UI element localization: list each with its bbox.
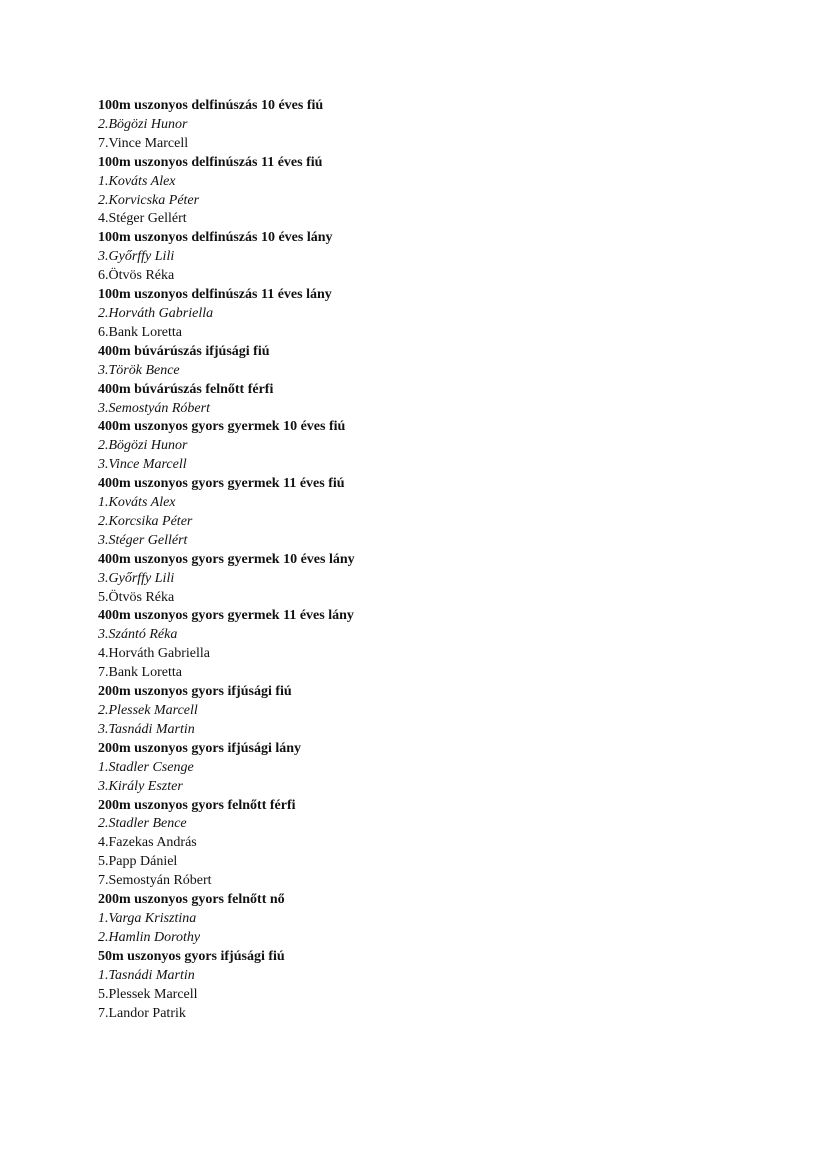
result-entry: 5.Papp Dániel [98, 854, 178, 870]
result-entry: 4.Stéger Gellért [98, 211, 187, 227]
event-block [98, 418, 698, 475]
result-entry: 2.Plessek Marcell [98, 703, 198, 718]
result-entry: 2.Horváth Gabriella [98, 305, 214, 321]
event-title: 200m uszonyos gyors ifjúsági fiú [98, 684, 292, 700]
event-block [98, 229, 698, 286]
result-entry: 1.Kováts Alex [98, 495, 176, 511]
event-title: 400m uszonyos gyors gyermek 10 éves fiú [98, 419, 346, 435]
event-block [98, 607, 698, 683]
event-title: 50m uszonyos gyors ifjúsági fiú [98, 948, 285, 964]
result-entry: 7.Semostyán Róbert [98, 873, 212, 889]
result-entry: 3.Király Eszter [98, 778, 183, 794]
result-entry: 7.Vince Marcell [98, 135, 189, 151]
event-title: 100m uszonyos delfinúszás 11 éves fiú [98, 154, 323, 170]
event-block [98, 948, 698, 1024]
result-entry: 7.Landor Patrik [98, 1005, 186, 1021]
event-title: 100m uszonyos delfinúszás 10 éves fiú [98, 98, 324, 113]
event-block [98, 286, 698, 343]
result-entry: 1.Tasnádi Martin [98, 967, 195, 983]
result-entry: 3.Szántó Réka [98, 627, 178, 643]
result-entry: 2.Stadler Bence [98, 816, 187, 832]
result-entry: 1.Varga Krisztina [98, 910, 197, 926]
result-entry: 4.Horváth Gabriella [98, 646, 210, 662]
event-block [98, 154, 698, 230]
event-title: 400m búvárúszás ifjúsági fiú [98, 343, 270, 359]
event-block [98, 891, 698, 948]
result-entry: 7.Bank Loretta [98, 665, 182, 681]
result-entry: 4.Fazekas András [98, 835, 197, 851]
result-entry: 2.Bögözi Hunor [98, 438, 188, 454]
event-title: 200m uszonyos gyors ifjúsági lány [98, 740, 302, 756]
result-entry: 3.Tasnádi Martin [98, 721, 195, 737]
event-title: 400m búvárúszás felnőtt férfi [98, 381, 274, 397]
result-entry: 3.Semostyán Róbert [98, 400, 210, 416]
event-block [98, 551, 698, 608]
event-block [98, 97, 698, 154]
result-entry: 3.Győrffy Lili [98, 570, 175, 586]
event-block [98, 740, 698, 797]
event-block [98, 683, 698, 740]
result-entry: 3.Török Bence [98, 362, 180, 378]
event-title: 400m uszonyos gyors gyermek 11 éves lány [98, 608, 354, 624]
event-title: 200m uszonyos gyors felnőtt férfi [98, 797, 296, 813]
event-block [98, 797, 698, 892]
event-title: 100m uszonyos delfinúszás 10 éves lány [98, 230, 333, 246]
event-block [98, 475, 698, 551]
result-entry: 5.Ötvös Réka [98, 589, 175, 605]
result-entry: 2.Korvicska Péter [98, 192, 200, 208]
event-title: 200m uszonyos gyors felnőtt nő [98, 892, 285, 908]
event-title: 400m uszonyos gyors gyermek 10 éves lány [98, 551, 355, 567]
result-entry: 6.Bank Loretta [98, 324, 182, 340]
result-entry: 5.Plessek Marcell [98, 986, 198, 1002]
result-entry: 2.Hamlin Dorothy [98, 929, 201, 945]
event-title: 400m uszonyos gyors gyermek 11 éves fiú [98, 476, 345, 492]
event-title: 100m uszonyos delfinúszás 11 éves lány [98, 287, 332, 303]
event-block [98, 343, 698, 381]
result-entry: 1.Kováts Alex [98, 173, 176, 189]
result-entry: 3.Vince Marcell [98, 457, 187, 473]
results-list [98, 97, 698, 1023]
result-entry: 6.Ötvös Réka [98, 268, 175, 284]
result-entry: 3.Győrffy Lili [98, 249, 175, 265]
result-entry: 1.Stadler Csenge [98, 759, 194, 775]
event-block [98, 381, 698, 419]
result-entry: 2.Bögözi Hunor [98, 116, 188, 132]
result-entry: 2.Korcsika Péter [98, 513, 193, 529]
result-entry: 3.Stéger Gellért [98, 532, 188, 548]
